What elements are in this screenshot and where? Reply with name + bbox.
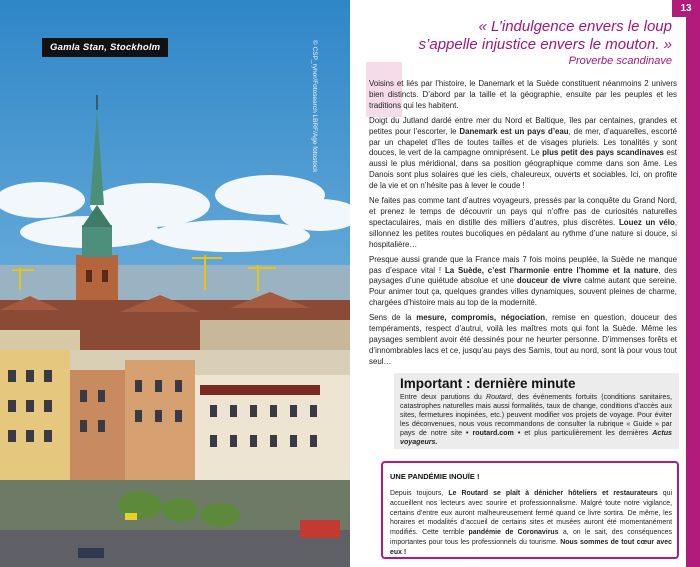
paragraph: Doigt du Jutland dardé entre mer du Nord et Baltique, îles par centaines, grandes et petites pour l’escorter, le Danemark est un pays d’eau, de mer, d’aquarelles, escorté par un chapelet d’îles de toutes tailles et de visages pluriels. Les tonalités y sont douces, le vert de la campagne omniprésent. Le plus petit des pays scandinaves est aussi le plus méridional, dans sa position géographique comme dans son âme. Les Danois sont plus solaires que les ciels, chaleureux, ouverts et sociables. Ici, on profite de la vie et on n’hésite pas à lever le coude ! xyxy=(369,115,677,191)
paragraph: Voisins et liés par l’histoire, le Danemark et la Suède constituent néanmoins 2 univers bien distincts. D’abord par la taille et la géographie, ensuite par les peuples et les traditions qui les habitent. xyxy=(369,79,677,110)
photo-caption: Gamla Stan, Stockholm xyxy=(42,38,168,57)
page-edge-bar xyxy=(686,0,700,567)
intro-text xyxy=(369,79,677,372)
important-box xyxy=(394,373,679,449)
important-text: Entre deux parutions du Routard, des événements fortuits (conditions sanitaires, catastrophes naturelles mais aussi formalités, taux de change, conditions d’accès aux sites, fermetures inopinées, etc.) peuvent modifier vos projets de voyage. Pour éviter les déconvenues, nous vous recommandons de consulter la rubrique « Guide » par pays de notre site • routard.com • et plus particulièrement les dernières Actus voyageurs. xyxy=(400,393,672,447)
text-page xyxy=(350,0,700,567)
pandemic-title: UNE PANDÉMIE INOUÏE ! xyxy=(390,472,480,481)
important-title: Important : dernière minute xyxy=(400,376,576,391)
page-number: 13 xyxy=(672,0,700,17)
epigraph xyxy=(410,18,672,68)
paragraph: Presque aussi grande que la France mais 7 fois moins peuplée, la Suède ne manque pas d’espace vital ! La Suède, c’est l’harmonie entre l’homme et la nature, des paysages d’une quiétude absolue et une douceur de vivre calme autant que sereine. Pour animer tout ça, quelques grandes villes dynamiques, souvent pleines de charme, chargées d’histoire mais au top de la modernité. xyxy=(369,254,677,308)
pandemic-text: Depuis toujours, Le Routard se plaît à dénicher hôteliers et restaurateurs qui accueillent nos lecteurs avec sourire et professionnalisme. Malgré toute notre vigilance, certains d’entre eux auront malheureusement fermé quand ce livre sortira. De même, les horaires et modalités d’accueil de certains sites et musées auront été momentanément modifiés. Cette terrible pandémie de Coronavirus a, on le sait, des conséquences importantes pour tous les professionnels du tourisme. Nous sommes de tout cœur avec eux ! xyxy=(390,490,673,556)
quote-line-2: s’appelle injustice envers le mouton. » xyxy=(418,36,672,53)
quote-source: Proverbe scandinave xyxy=(568,55,672,67)
photo-credit: © CSP_ryhor/Fotosearch LBRF/Age fotostock xyxy=(311,40,318,173)
routard-link[interactable]: • routard.com • xyxy=(466,429,521,438)
pandemic-box xyxy=(381,461,679,559)
paragraph: Sens de la mesure, compromis, négociation, remise en question, douceur des tempéraments, respect d’autrui, voilà les maîtres mots qui font la Suède. Même les paysages semblent avoir été dessinés pour ne heurter personne. D’immenses forêts et d’innombrables lacs et ce, jusqu’au pays des Samis, tout au nord, sont là pour vous tout seul… xyxy=(369,313,678,366)
quote-line-1: « L’indulgence envers le loup xyxy=(478,18,672,35)
paragraph: Ne faites pas comme tant d’autres voyageurs, pressés par la conquête du Grand Nord, et prenez le temps de découvrir un pays qui n’offre pas de curiosités naturelles spectaculaires, mais en distille des milliers d’autres, plus discrètes. Louez un vélo, sillonnez les petites routes bucoliques en pédalant au rythme d’une nature si douce, si hospitalière… xyxy=(369,196,678,249)
